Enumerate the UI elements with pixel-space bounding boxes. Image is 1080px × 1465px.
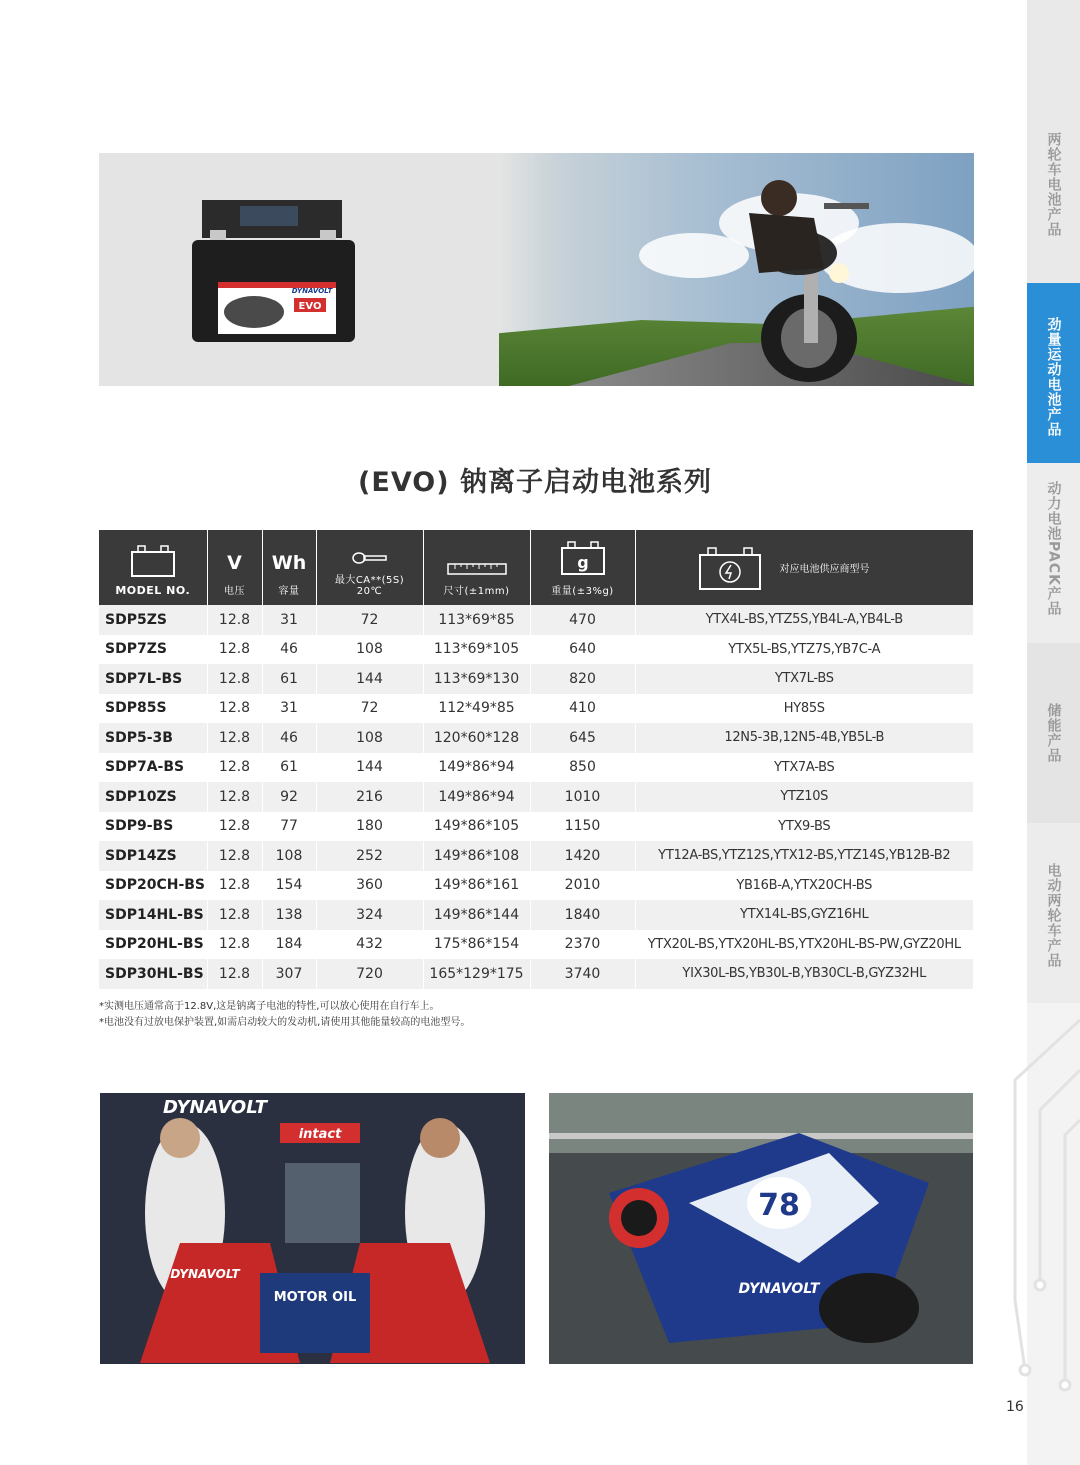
cell-model: SDP10ZS	[99, 782, 207, 812]
cell-model: SDP14HL-BS	[99, 900, 207, 930]
ruler-icon	[447, 560, 507, 576]
cell-size: 112*49*85	[423, 694, 530, 724]
cell-model: SDP7L-BS	[99, 664, 207, 694]
cell-weight: 2010	[530, 871, 635, 901]
table-row	[99, 959, 973, 989]
cell-voltage: 12.8	[207, 812, 262, 842]
side-tab-sport-battery[interactable]	[1027, 283, 1080, 463]
cell-ca: 72	[316, 694, 423, 724]
cell-size: 165*129*175	[423, 959, 530, 989]
cell-model: SDP7A-BS	[99, 753, 207, 783]
cell-ca: 180	[316, 812, 423, 842]
cell-weight: 1010	[530, 782, 635, 812]
cell-size: 149*86*94	[423, 782, 530, 812]
cell-supplier: YTX7A-BS	[635, 753, 973, 783]
side-tab-label: 两轮车电池产品	[1045, 132, 1062, 237]
table-row	[99, 900, 973, 930]
cell-weight: 3740	[530, 959, 635, 989]
cell-ca: 144	[316, 753, 423, 783]
cell-size: 149*86*105	[423, 812, 530, 842]
cell-weight: 1420	[530, 841, 635, 871]
cell-voltage: 12.8	[207, 664, 262, 694]
cell-model: SDP5ZS	[99, 605, 207, 635]
cell-model: SDP14ZS	[99, 841, 207, 871]
battery-icon	[130, 544, 176, 578]
cell-ca: 108	[316, 635, 423, 665]
cell-ca: 360	[316, 871, 423, 901]
cell-weight: 820	[530, 664, 635, 694]
cell-ca: 720	[316, 959, 423, 989]
header-voltage-symbol: V	[227, 552, 242, 574]
battery-product-image	[192, 200, 355, 342]
motorcycle-rider-image	[689, 173, 909, 383]
cell-capacity: 307	[262, 959, 316, 989]
cell-weight: 850	[530, 753, 635, 783]
header-size-label: 尺寸(±1mm)	[443, 586, 510, 597]
cell-voltage: 12.8	[207, 753, 262, 783]
header-ca-temp: 20℃	[356, 586, 383, 597]
cell-size: 149*86*144	[423, 900, 530, 930]
cell-capacity: 108	[262, 841, 316, 871]
oil-text: MOTOR OIL	[273, 1290, 357, 1305]
sponsor-logo: intact	[298, 1127, 342, 1142]
cell-capacity: 77	[262, 812, 316, 842]
fairing-brand: DYNAVOLT	[738, 1281, 820, 1297]
header-weight-label: 重量(±3%g)	[551, 586, 614, 597]
racing-bike-photo	[549, 1093, 973, 1364]
page-title: (EVO) 钠离子启动电池系列	[358, 467, 712, 498]
cell-supplier: YIX30L-BS,YB30L-B,YB30CL-B,GYZ32HL	[635, 959, 973, 989]
side-tab-storage[interactable]	[1027, 643, 1080, 823]
bike-brand: DYNAVOLT	[170, 1267, 240, 1281]
cell-ca: 432	[316, 930, 423, 960]
cell-ca: 216	[316, 782, 423, 812]
header-supplier	[635, 530, 973, 605]
cell-weight: 640	[530, 635, 635, 665]
cell-voltage: 12.8	[207, 723, 262, 753]
cell-capacity: 31	[262, 605, 316, 635]
cell-supplier: YTX7L-BS	[635, 664, 973, 694]
cell-capacity: 184	[262, 930, 316, 960]
cell-model: SDP5-3B	[99, 723, 207, 753]
cell-size: 113*69*85	[423, 605, 530, 635]
hero-banner	[99, 153, 974, 386]
cell-supplier: YB16B-A,YTX20CH-BS	[635, 871, 973, 901]
cell-model: SDP85S	[99, 694, 207, 724]
cell-voltage: 12.8	[207, 694, 262, 724]
table-row	[99, 635, 973, 665]
cell-ca: 72	[316, 605, 423, 635]
cell-capacity: 31	[262, 694, 316, 724]
cell-supplier: HY85S	[635, 694, 973, 724]
cell-size: 120*60*128	[423, 723, 530, 753]
header-ca-label: 最大CA**(5S)	[334, 575, 405, 586]
cell-weight: 2370	[530, 930, 635, 960]
cell-weight: 1150	[530, 812, 635, 842]
header-voltage	[207, 530, 262, 605]
cell-model: SDP30HL-BS	[99, 959, 207, 989]
cell-capacity: 61	[262, 753, 316, 783]
cell-model: SDP20HL-BS	[99, 930, 207, 960]
cell-supplier: YTX4L-BS,YTZ5S,YB4L-A,YB4L-B	[635, 605, 973, 635]
cell-size: 149*86*94	[423, 753, 530, 783]
side-tab-label: 电动两轮车产品	[1045, 863, 1062, 968]
race-number: 78	[758, 1188, 800, 1223]
cell-size: 149*86*108	[423, 841, 530, 871]
cell-voltage: 12.8	[207, 871, 262, 901]
spec-table	[99, 530, 973, 989]
table-row	[99, 723, 973, 753]
header-model	[99, 530, 207, 605]
cell-supplier: YTX14L-BS,GYZ16HL	[635, 900, 973, 930]
cell-supplier: YTX20L-BS,YTX20HL-BS,YTX20HL-BS-PW,GYZ20HL	[635, 930, 973, 960]
battery-brand: DYNAVOLT	[291, 287, 333, 295]
wrench-icon	[352, 551, 388, 565]
cell-capacity: 46	[262, 635, 316, 665]
cell-ca: 252	[316, 841, 423, 871]
cell-model: SDP20CH-BS	[99, 871, 207, 901]
cell-supplier: YTZ10S	[635, 782, 973, 812]
racers-illustration	[100, 1093, 525, 1364]
cell-size: 113*69*105	[423, 635, 530, 665]
charge-battery-icon	[698, 545, 762, 591]
header-ca	[316, 530, 423, 605]
cell-ca: 144	[316, 664, 423, 694]
table-row	[99, 605, 973, 635]
table-row	[99, 753, 973, 783]
circuit-decoration	[985, 1000, 1080, 1400]
table-row	[99, 694, 973, 724]
cell-supplier: YT12A-BS,YTZ12S,YTX12-BS,YTZ14S,YB12B-B2	[635, 841, 973, 871]
header-capacity-label: 容量	[278, 586, 300, 597]
table-row	[99, 664, 973, 694]
cell-capacity: 46	[262, 723, 316, 753]
cell-supplier: YTX9-BS	[635, 812, 973, 842]
cell-weight: 645	[530, 723, 635, 753]
table-row	[99, 930, 973, 960]
cell-voltage: 12.8	[207, 782, 262, 812]
footnotes	[99, 999, 470, 1031]
table-row	[99, 782, 973, 812]
cell-weight: 1840	[530, 900, 635, 930]
header-voltage-label: 电压	[224, 586, 245, 597]
table-body	[99, 605, 973, 989]
cell-voltage: 12.8	[207, 605, 262, 635]
side-tab-label: 动力电池PACK产品	[1045, 481, 1062, 616]
cell-capacity: 154	[262, 871, 316, 901]
table-header-row	[99, 530, 973, 605]
weight-icon	[560, 540, 606, 576]
cell-capacity: 138	[262, 900, 316, 930]
side-tab-label: 储能产品	[1045, 703, 1062, 763]
cell-supplier: 12N5-3B,12N5-4B,YB5L-B	[635, 723, 973, 753]
racing-bike-illustration	[549, 1093, 973, 1364]
cell-ca: 324	[316, 900, 423, 930]
side-tab-two-wheeler[interactable]	[1027, 0, 1080, 283]
header-size	[423, 530, 530, 605]
footnote: *电池没有过放电保护装置,如需启动较大的发动机,请使用其他能量较高的电池型号。	[99, 1017, 471, 1028]
header-capacity	[262, 530, 316, 605]
cell-model: SDP9-BS	[99, 812, 207, 842]
cell-voltage: 12.8	[207, 635, 262, 665]
side-tab-label: 劲量运动电池产品	[1045, 317, 1062, 437]
cell-size: 113*69*130	[423, 664, 530, 694]
header-capacity-symbol: Wh	[271, 552, 307, 574]
cell-voltage: 12.8	[207, 959, 262, 989]
brand-sign: DYNAVOLT	[162, 1097, 268, 1118]
header-supplier-label: 对应电池供应商型号	[779, 564, 870, 575]
header-model-label: MODEL NO.	[115, 584, 191, 597]
cell-size: 175*86*154	[423, 930, 530, 960]
cell-voltage: 12.8	[207, 841, 262, 871]
battery-badge: EVO	[298, 301, 322, 312]
footnote: *实测电压通常高于12.8V,这是钠离子电池的特性,可以放心使用在自行车上。	[99, 1001, 440, 1012]
racers-photo	[100, 1093, 525, 1364]
cell-weight: 410	[530, 694, 635, 724]
cell-supplier: YTX5L-BS,YTZ7S,YB7C-A	[635, 635, 973, 665]
table-row	[99, 812, 973, 842]
page-number: 16	[1006, 1399, 1024, 1415]
table-row	[99, 841, 973, 871]
header-weight	[530, 530, 635, 605]
table-row	[99, 871, 973, 901]
cell-capacity: 92	[262, 782, 316, 812]
cell-ca: 108	[316, 723, 423, 753]
cell-weight: 470	[530, 605, 635, 635]
weight-icon-glyph: g	[576, 553, 589, 572]
cell-voltage: 12.8	[207, 930, 262, 960]
cell-model: SDP7ZS	[99, 635, 207, 665]
cell-size: 149*86*161	[423, 871, 530, 901]
cell-voltage: 12.8	[207, 900, 262, 930]
cell-capacity: 61	[262, 664, 316, 694]
side-tab-e-bike[interactable]	[1027, 823, 1080, 1003]
